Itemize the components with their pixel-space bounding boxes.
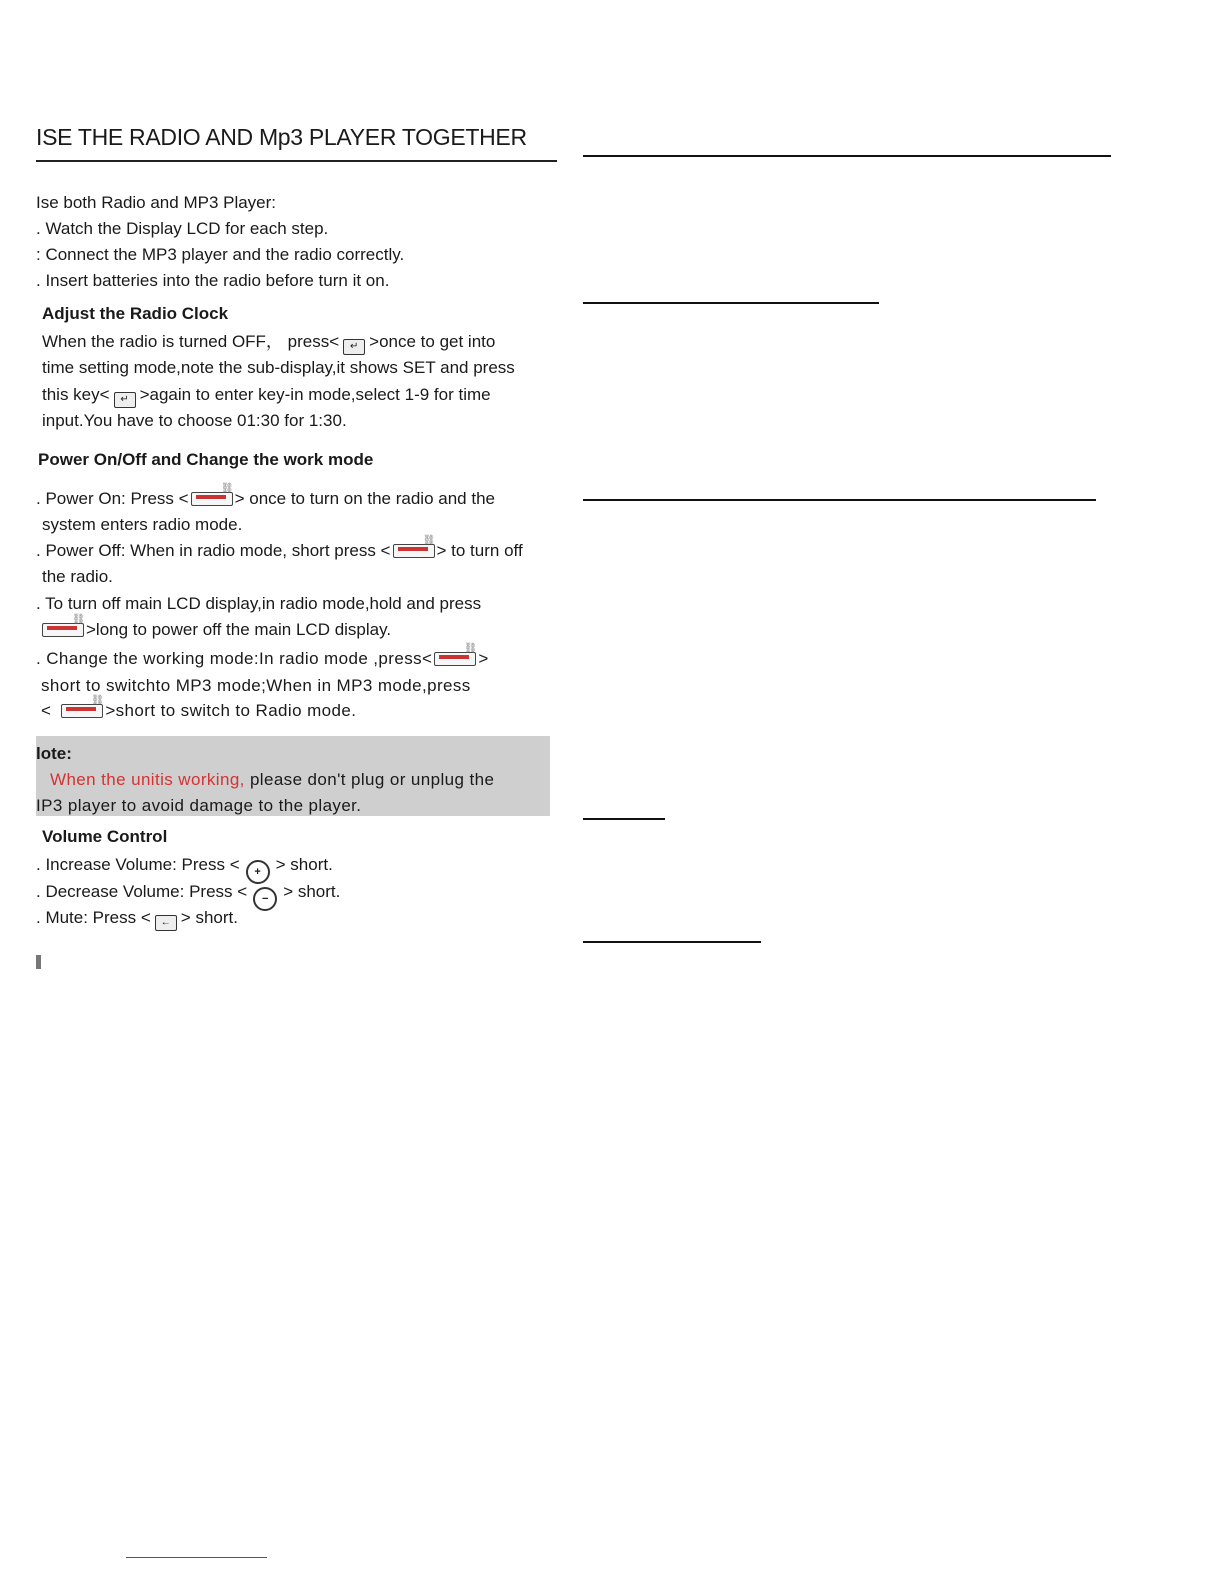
note-line-1: [50, 769, 494, 791]
volume-up-icon: +: [246, 860, 270, 884]
volume-decrease-text-b: > short.: [283, 882, 341, 901]
mute-key-icon: ←: [155, 915, 177, 931]
mode-text-d: <: [41, 701, 52, 720]
clock-line-4: input.You have to choose 01:30 for 1:30.: [42, 411, 347, 430]
clock-line-2: time setting mode,note the sub-display,it shows SET and press: [42, 358, 515, 377]
clock-text-3a: this key<: [42, 385, 110, 404]
note-text-a: please don't plug or unplug the: [249, 770, 495, 789]
volume-increase-text-a: . Increase Volume: Press <: [36, 855, 240, 874]
mute-line: [36, 907, 238, 931]
intro-item-1: . Watch the Display LCD for each step.: [36, 219, 329, 238]
mode-text-b: >: [478, 649, 489, 668]
volume-down-icon: −: [253, 887, 277, 911]
power-on-line: [36, 488, 495, 510]
lcd-off-line: . To turn off main LCD display,in radio mode,hold and press: [36, 594, 482, 613]
clock-line-1: [42, 331, 495, 355]
mute-text-a: . Mute: Press <: [36, 908, 151, 927]
intro-item-2: : Connect the MP3 player and the radio correctly.: [36, 245, 405, 264]
power-off-line-2: the radio.: [42, 567, 113, 586]
title-rule: [36, 160, 557, 162]
power-key-icon: [42, 623, 84, 637]
right-rule-3: [583, 499, 1096, 501]
mute-text-b: > short.: [180, 908, 238, 927]
power-heading: Power On/Off and Change the work mode: [38, 450, 374, 469]
volume-increase-text-b: > short.: [275, 855, 333, 874]
power-key-icon: [61, 704, 103, 718]
clock-text-1b: >once to get into: [369, 332, 496, 351]
power-key-icon: [191, 492, 233, 506]
mode-line-3: [41, 700, 356, 722]
power-on-text-b: > once to turn on the radio and the: [234, 489, 495, 508]
section-marker: [36, 955, 41, 969]
note-line-2: IP3 player to avoid damage to the player.: [36, 796, 362, 815]
mode-line-2: short to switchto MP3 mode;When in MP3 mode,press: [41, 676, 471, 695]
lcd-off-text-b: >long to power off the main LCD display.: [86, 620, 392, 639]
note-warning: When the unitis working,: [50, 770, 245, 789]
power-off-line: [36, 540, 523, 562]
power-key-icon: [393, 544, 435, 558]
clock-line-3: [42, 384, 491, 408]
right-rule-1: [583, 155, 1111, 157]
clock-text-1a: When the radio is turned OFF， press<: [42, 332, 340, 351]
right-rule-2: [583, 302, 879, 304]
mode-line-1: [36, 648, 489, 670]
mode-text-a: . Change the working mode:In radio mode ,press<: [36, 649, 433, 668]
footer-link[interactable]: [126, 1557, 267, 1558]
power-on-text-a: . Power On: Press <: [36, 489, 189, 508]
power-key-icon: [434, 652, 476, 666]
volume-decrease-text-a: . Decrease Volume: Press <: [36, 882, 248, 901]
right-rule-4: [583, 818, 665, 820]
intro-heading: Ise both Radio and MP3 Player:: [36, 193, 277, 212]
power-off-text-a: . Power Off: When in radio mode, short press <: [36, 541, 391, 560]
note-label: lote:: [36, 744, 72, 763]
clock-text-3b: >again to enter key-in mode,select 1-9 for time: [139, 385, 491, 404]
intro-item-3: . Insert batteries into the radio before turn it on.: [36, 271, 390, 290]
mode-text-e: >short to switch to Radio mode.: [105, 701, 357, 720]
power-on-line-2: system enters radio mode.: [42, 515, 243, 534]
power-off-text-b: > to turn off: [436, 541, 523, 560]
enter-key-icon: ↵: [114, 392, 136, 408]
lcd-off-line-2: [40, 619, 391, 641]
clock-heading: Adjust the Radio Clock: [42, 304, 229, 323]
right-rule-5: [583, 941, 761, 943]
volume-increase-line: [36, 854, 333, 884]
enter-key-icon: ↵: [343, 339, 365, 355]
volume-heading: Volume Control: [42, 827, 168, 846]
page-title: ISE THE RADIO AND Mp3 PLAYER TOGETHER: [36, 124, 527, 150]
